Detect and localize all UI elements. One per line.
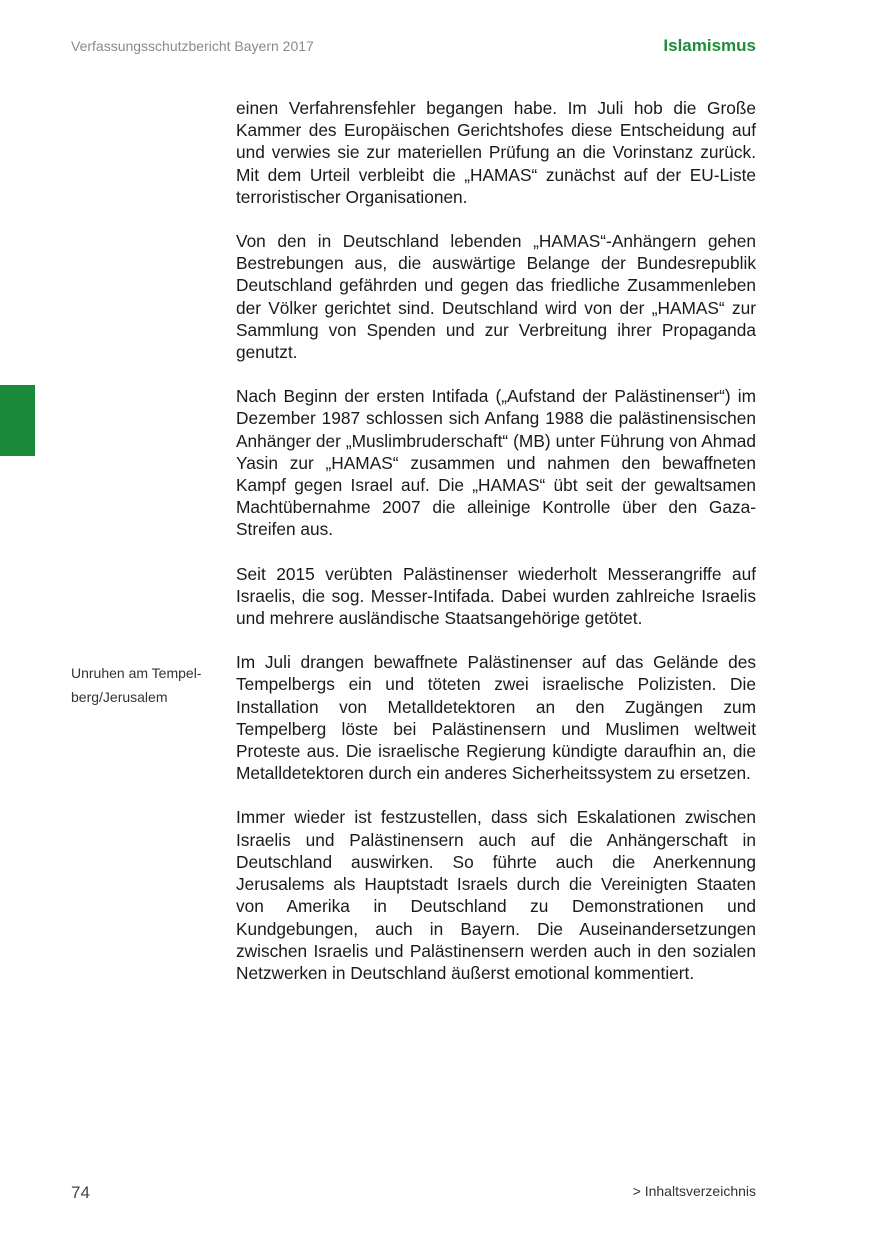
chapter-marker-tab [0, 385, 35, 456]
body-text [236, 97, 756, 1006]
page-number: 74 [71, 1183, 90, 1202]
paragraph: Im Juli drangen bewaffnete Palästinenser auf das Gelände des Tempelbergs ein und töteten zwei israelische Polizisten. Die Installation von Metalldetektoren an den Zugängen zum Tempelberg löste bei Palästinensern und Muslimen weltweit Proteste aus. Die israelische Regierung kündigte daraufhin an, die Metalldetektoren durch ein anderes Sicherheitssystem zu ersetzen. [236, 652, 756, 784]
margin-note: Unruhen am Tempel-berg/Jerusalem [71, 665, 202, 705]
paragraph: Von den in Deutschland lebenden „HAMAS“-Anhängern gehen Bestrebungen aus, die auswärtige Belange der Bundesrepublik Deutschland gefährden und gegen das friedliche Zusammenleben der Völker gerichtet sind. Deutschland wird von der „HAMAS“ zur Sammlung von Spenden und zur Verbreitung ihrer Propaganda genutzt. [236, 231, 756, 363]
paragraph: Seit 2015 verübten Palästinenser wiederholt Messerangriffe auf Israelis, die sog. Messer-Intifada. Dabei wurden zahlreiche Israelis und mehrere ausländische Staatsangehörige getötet. [236, 563, 756, 629]
table-of-contents-link[interactable]: > Inhaltsverzeichnis [632, 1183, 756, 1199]
paragraph: Immer wieder ist festzustellen, dass sich Eskalationen zwischen Israelis und Palästinensern auch auf die Anhängerschaft in Deutschland auswirken. So führte auch die Anerkennung Jerusalems als Hauptstadt Israels durch die Vereinigten Staaten von Amerika in Deutschland zu Demonstrationen und Kundgebungen, auch in Bayern. Die Auseinandersetzungen zwischen Israelis und Palästinensern werden auch in den sozialen Netzwerken in Deutschland äußerst emotional kommentiert. [236, 807, 756, 983]
paragraph: Nach Beginn der ersten Intifada („Aufstand der Palästinenser“) im Dezember 1987 schlossen sich Anfang 1988 die palästinensischen Anhänger der „Muslimbruderschaft“ (MB) unter Führung von Ahmad Yasin zur „HAMAS“ zusammen und nahmen den bewaffneten Kampf gegen Israel auf. Die „HAMAS“ übt seit der gewaltsamen Machtübernahme 2007 die alleinige Kontrolle über den Gaza-Streifen aus. [236, 386, 756, 540]
running-header-title: Verfassungsschutzbericht Bayern 2017 [71, 38, 314, 54]
chapter-title: Islamismus [663, 36, 756, 55]
paragraph: einen Verfahrensfehler begangen habe. Im Juli hob die Große Kammer des Europäischen Gerichtshofes diese Entscheidung auf und verwies sie zur materiellen Prüfung an die Vorinstanz zurück. Mit dem Urteil verbleibt die „HAMAS“ zunächst auf der EU-Liste terroristischer Organisationen. [236, 98, 756, 207]
